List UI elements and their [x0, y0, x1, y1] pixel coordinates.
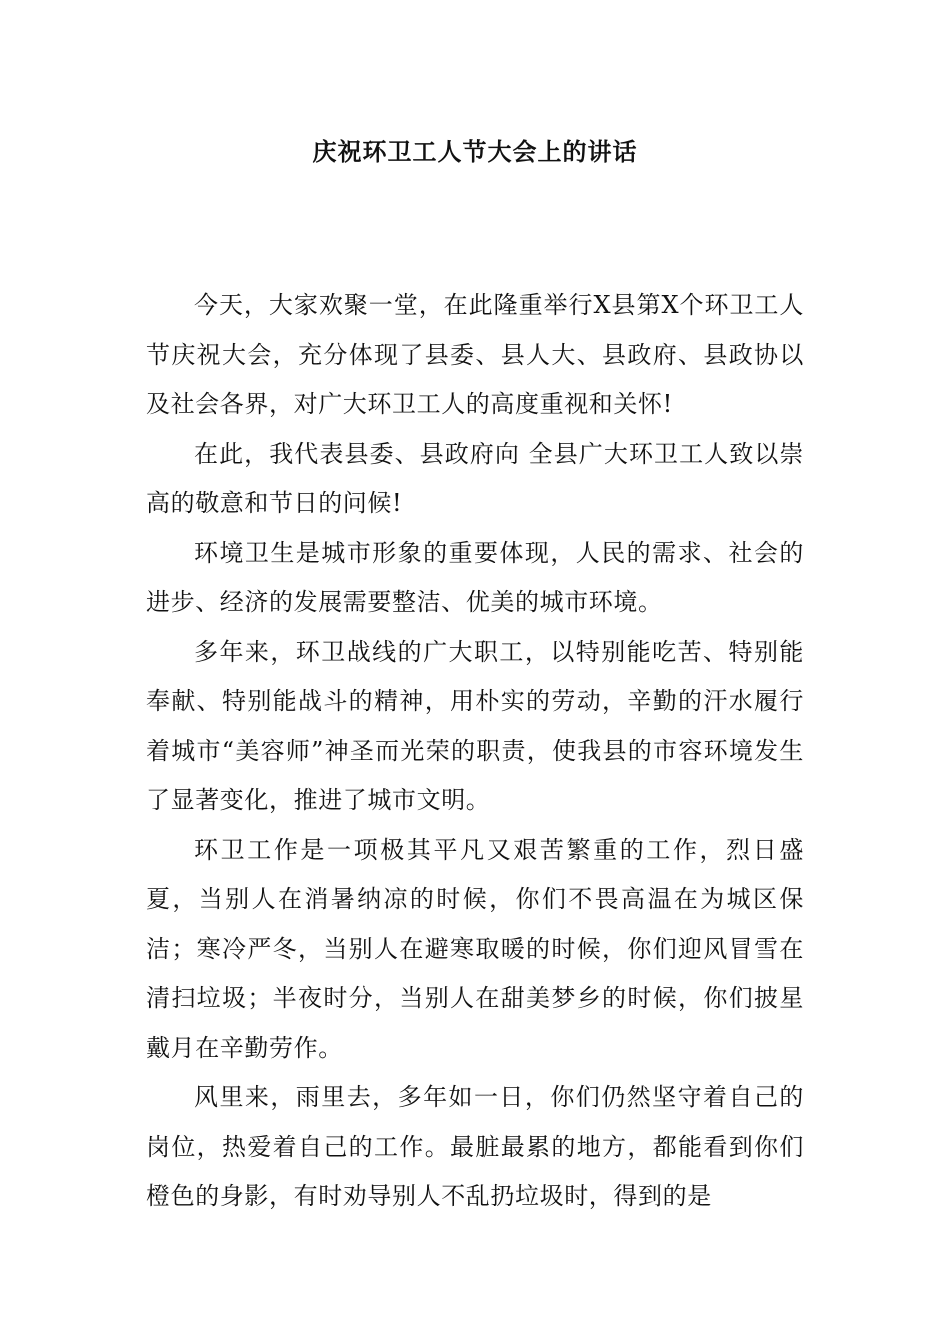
- paragraph-4: 多年来，环卫战线的广大职工，以特别能吃苦、特别能奉献、特别能战斗的精神，用朴实的劳动，辛勤的汗水履行着城市“美容师”神圣而光荣的职责，使我县的市容环境发生了显著变化，推进了城市文明。: [146, 637, 804, 814]
- document-body: [146, 281, 804, 1222]
- paragraph-3: 环境卫生是城市形象的重要体现，人民的需求、社会的进步、经济的发展需要整洁、优美的城市环境。: [146, 538, 804, 616]
- paragraph-1: 今天，大家欢聚一堂，在此隆重举行X县第X个环卫工人节庆祝大会，充分体现了县委、县人大、县政府、县政协以及社会各界，对广大环卫工人的高度重视和关怀!: [146, 291, 804, 418]
- paragraph-2: 在此，我代表县委、县政府向 全县广大环卫工人致以崇高的敬意和节日的问候!: [146, 439, 804, 517]
- document-title: 庆祝环卫工人节大会上的讲话: [312, 137, 638, 166]
- paragraph-6: 风里来，雨里去，多年如一日，你们仍然坚守着自己的岗位，热爱着自己的工作。最脏最累的地方，都能看到你们橙色的身影，有时劝导别人不乱扔垃圾时，得到的是: [146, 1083, 804, 1210]
- paragraph-5: 环卫工作是一项极其平凡又艰苦繁重的工作，烈日盛夏，当别人在消暑纳凉的时候，你们不畏高温在为城区保洁；寒冷严冬，当别人在避寒取暖的时候，你们迎风冒雪在清扫垃圾；半夜时分，当别人在甜美梦乡的时候，你们披星戴月在辛勤劳作。: [146, 835, 804, 1062]
